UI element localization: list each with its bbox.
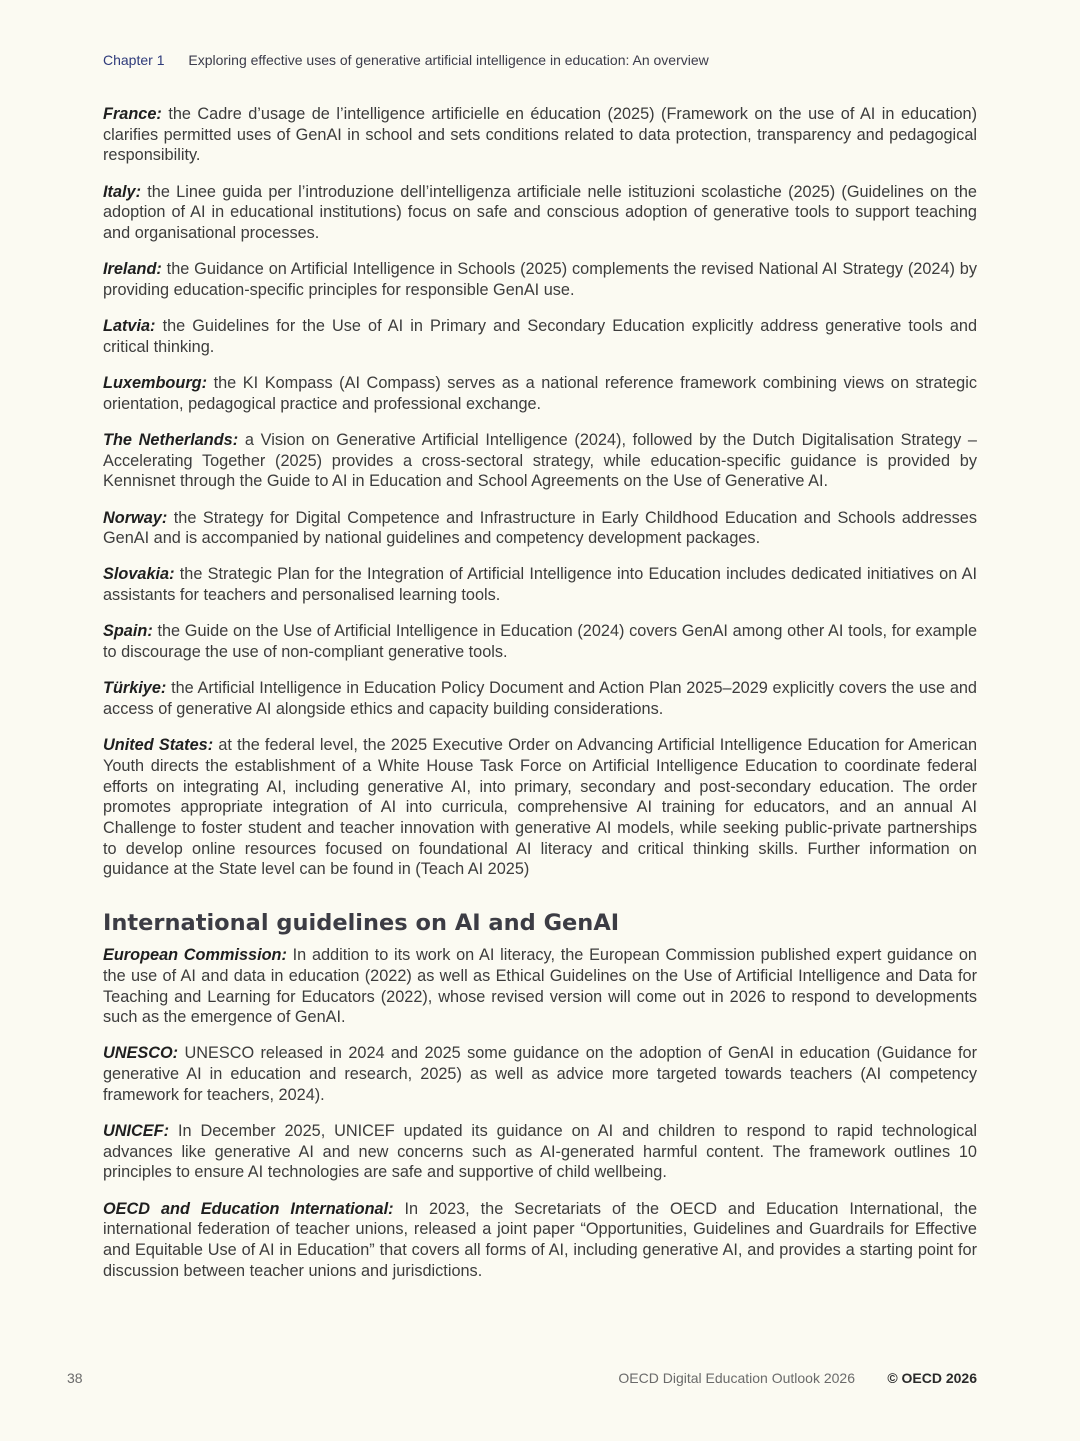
country-label: France:	[103, 105, 162, 123]
country-label: United States:	[103, 736, 214, 755]
paragraph-text: the Linee guida per l’introduzione dell’intelligenza artificiale nelle istituzioni scolastiche (2025) (Guidelines on the adoption of AI in educational institutions) focus on safe and conscious adoption of generative tools to support teaching and organisational processes.	[103, 182, 977, 243]
section-heading: International guidelines on AI and GenAI	[103, 910, 620, 937]
paragraph-text: the Guide on the Use of Artificial Intelligence in Education (2024) covers GenAI among other AI tools, for example to discourage the use of non-compliant generative tools.	[103, 622, 977, 662]
paragraph-text: a Vision on Generative Artificial Intelligence (2024), followed by the Dutch Digitalisation Strategy – Accelerating Together (2025) provides a cross-sectoral strategy, while education-specific guidance is provided by Kennisnet through the Guide to AI in Education and School Agreements on the Use of Generative AI.	[103, 430, 977, 491]
international-guidelines-list	[103, 945, 977, 1281]
country-label: Türkiye:	[103, 679, 167, 698]
paragraph-text: the Artificial Intelligence in Education Policy Document and Action Plan 2025–2029 explicitly covers the use and access of generative AI alongside ethics and capacity building considerations.	[103, 679, 977, 718]
paragraph-turkiye	[103, 678, 977, 719]
paragraph-text: UNESCO released in 2024 and 2025 some guidance on the adoption of GenAI in education (Guidance for generative AI in education and research, 2025) as well as advice more targeted towards teachers (AI competency framework for teachers, 2024).	[103, 1044, 977, 1104]
paragraph-italy	[103, 182, 977, 244]
paragraph-text: In 2023, the Secretariats of the OECD and Education International, the international federation of teacher unions, released a joint paper “Opportunities, Guidelines and Guardrails for Effective and Equitable Use of AI in Education” that covers all forms of AI, including generative AI, and provides a starting point for discussion between teacher unions and jurisdictions.	[103, 1199, 978, 1280]
paragraph-text: the Strategic Plan for the Integration of Artificial Intelligence into Education includes dedicated initiatives on AI assistants for teachers and personalised learning tools.	[103, 565, 978, 605]
country-label: The Netherlands:	[103, 430, 239, 449]
paragraph-slovakia	[103, 564, 977, 605]
page-number: 38	[67, 1370, 83, 1386]
paragraph-text: In December 2025, UNICEF updated its guidance on AI and children to respond to rapid technological advances like generative AI and new concerns such as AI-generated harmful content. The framework outlines 10 principles to ensure AI technologies are safe and supportive of child wellbeing.	[103, 1122, 977, 1182]
paragraph-text: In addition to its work on AI literacy, the European Commission published expert guidance on the use of AI and data in education (2022) as well as Ethical Guidelines on the Use of Artificial Intelligence and Data for Teaching and Learning for Educators (2022), whose revised version will come out in 2026 to respond to developments such as the emergence of GenAI.	[103, 946, 977, 1027]
country-label: Slovakia:	[103, 565, 175, 584]
paragraph-text: the KI Kompass (AI Compass) serves as a national reference framework combining views on strategic orientation, pedagogical practice and professional exchange.	[103, 374, 977, 413]
paragraph-norway	[103, 508, 977, 549]
chapter-title: Exploring effective uses of generative artificial intelligence in education: An overview	[188, 52, 709, 68]
paragraph-latvia	[103, 316, 977, 357]
paragraph-netherlands	[103, 430, 977, 492]
paragraph-text: the Guidelines for the Use of AI in Primary and Secondary Education explicitly address generative tools and critical thinking.	[103, 317, 977, 356]
national-guidelines-list	[103, 104, 977, 880]
paragraph-ireland	[103, 259, 977, 300]
running-header	[103, 52, 709, 68]
paragraph-text: the Cadre d’usage de l’intelligence artificielle en éducation (2025) (Framework on the use of AI in education) clarifies permitted uses of GenAI in school and sets conditions related to data protection, transparency and pedagogical responsibility.	[103, 105, 977, 165]
country-label: Ireland:	[103, 260, 162, 279]
chapter-label: Chapter 1	[103, 52, 165, 68]
paragraph-luxembourg	[103, 373, 977, 414]
country-label: Spain:	[103, 622, 153, 641]
country-label: Latvia:	[103, 317, 156, 336]
country-label: Luxembourg:	[103, 374, 208, 393]
paragraph-spain	[103, 621, 977, 662]
organisation-label: OECD and Education International:	[103, 1199, 394, 1218]
page-body	[103, 104, 977, 1297]
country-label: Italy:	[103, 182, 142, 201]
copyright-notice: © OECD 2026	[887, 1370, 977, 1386]
paragraph-oecd-ei	[103, 1199, 977, 1282]
publication-title: OECD Digital Education Outlook 2026	[618, 1370, 855, 1386]
organisation-label: UNICEF:	[103, 1122, 170, 1141]
organisation-label: European Commission:	[103, 946, 287, 965]
paragraph-text: the Guidance on Artificial Intelligence in Schools (2025) complements the revised National AI Strategy (2024) by providing education-specific principles for responsible GenAI use.	[103, 260, 977, 299]
paragraph-unicef	[103, 1121, 977, 1183]
paragraph-european-commission	[103, 945, 977, 1028]
paragraph-france	[103, 104, 977, 166]
organisation-label: UNESCO:	[103, 1044, 179, 1063]
paragraph-united-states	[103, 735, 977, 880]
paragraph-unesco	[103, 1043, 977, 1105]
country-label: Norway:	[103, 508, 168, 527]
paragraph-text: at the federal level, the 2025 Executive Order on Advancing Artificial Intelligence Education for American Youth directs the establishment of a White House Task Force on Artificial Intelligence Education to coordinate federal efforts on integrating AI, including generative AI, into primary, secondary and post-secondary education. The order promotes appropriate integration of AI into curricula, comprehensive AI training for educators, and an annual AI Challenge to foster student and teacher innovation with generative AI models, while seeking public-private partnerships to develop online resources focused on foundational AI literacy and critical thinking skills. Further information on guidance at the State level can be found in (Teach AI 2025)	[103, 736, 978, 879]
paragraph-text: the Strategy for Digital Competence and Infrastructure in Early Childhood Education and Schools addresses GenAI and is accompanied by national guidelines and competency development packages.	[103, 508, 977, 548]
